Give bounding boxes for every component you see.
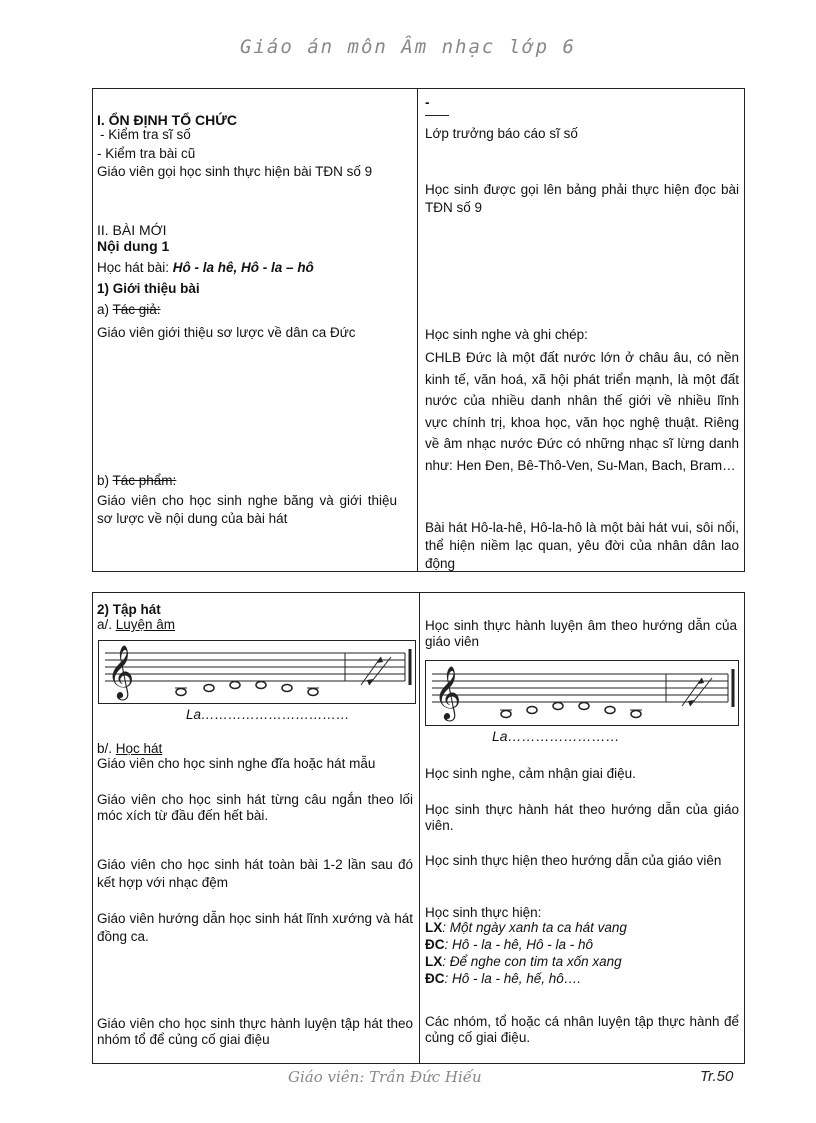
a-luyen-title: Luyện âm bbox=[115, 617, 176, 632]
a-luyen-am-line bbox=[97, 616, 175, 633]
r-bai-hat: Bài hát Hô-la-hê, Hô-la-hô là một bài hát vui, sôi nổi, thể hiện niềm lạc quan, yêu đời của nhân dân lao động bbox=[425, 520, 739, 571]
a-label: a) bbox=[97, 302, 113, 317]
item-kiem-tra-si-so: - Kiểm tra sĩ số bbox=[100, 127, 191, 142]
r-lop-truong: Lớp trưởng báo cáo sĩ số bbox=[425, 126, 578, 141]
r-thuc-hien: Học sinh thực hiện theo hướng dẫn của giáo viên bbox=[425, 853, 722, 868]
dc-label: ĐC bbox=[425, 937, 445, 952]
staff-svg bbox=[426, 661, 738, 725]
song-title: Hô - la hê, Hô - la – hô bbox=[172, 260, 314, 275]
r-luyen-am: Học sinh thực hành luyện âm theo hướng dẫn của giáo viên bbox=[425, 618, 737, 649]
dc-line-1 bbox=[425, 937, 593, 953]
r-cam-nhan: Học sinh nghe, cảm nhận giai điệu. bbox=[425, 766, 636, 781]
r-hoc-sinh-doc: Học sinh được gọi lên bảng phải thực hiện đọc bài TĐN số 9 bbox=[425, 182, 739, 215]
b-hoc-title: Học hát bbox=[115, 741, 163, 756]
lx-label: LX bbox=[425, 954, 443, 969]
r-thuc-hanh-hat: Học sinh thực hành hát theo hướng dẫn của giáo viên. bbox=[425, 802, 739, 833]
b-line bbox=[97, 472, 176, 489]
dc-line-2 bbox=[425, 971, 581, 987]
staff-svg bbox=[99, 641, 415, 703]
staff-caption-right: La…………………… bbox=[492, 728, 620, 744]
a-luyen-label: a/. bbox=[97, 617, 116, 632]
music-staff-left bbox=[98, 640, 416, 704]
a-line bbox=[97, 301, 161, 318]
r-nghe-ghi-chep: Học sinh nghe và ghi chép: bbox=[425, 327, 588, 342]
page-header: Giáo án môn Âm nhạc lớp 6 bbox=[240, 36, 576, 58]
l-hat-toan-bai: Giáo viên cho học sinh hát toàn bài 1-2 lần sau đó kết hợp với nhạc đệm bbox=[97, 857, 413, 890]
lx-line-1 bbox=[425, 920, 627, 936]
song-prefix: Học hát bài: bbox=[97, 260, 173, 275]
a-title: Tác giả: bbox=[112, 302, 161, 317]
song-line bbox=[97, 259, 314, 276]
treble-clef-icon: 𝄞 bbox=[434, 665, 462, 719]
intro-heading: 1) Giới thiệu bài bbox=[97, 281, 200, 296]
a-text: Giáo viên giới thiệu sơ lược về dân ca Đức bbox=[97, 325, 356, 340]
column-divider bbox=[417, 89, 418, 571]
dc-label: ĐC bbox=[425, 971, 445, 986]
lx-text: : Để nghe con tim ta xốn xang bbox=[442, 954, 622, 969]
b-label: b) bbox=[97, 473, 113, 488]
dc-text: : Hô - la - hê, Hô - la - hô bbox=[444, 937, 594, 952]
heading-on-dinh: I. ỔN ĐỊNH TỔ CHỨC bbox=[97, 112, 237, 128]
r-cac-nhom: Các nhóm, tổ hoặc cá nhân luyện tập thực hành để củng cố giai điệu. bbox=[425, 1014, 739, 1045]
dash-underline bbox=[425, 115, 449, 116]
dash: - bbox=[425, 95, 430, 110]
b-text: Giáo viên cho học sinh nghe băng và giới thiệu sơ lược về nội dung của bài hát bbox=[97, 493, 397, 526]
lx-label: LX bbox=[425, 920, 443, 935]
content-label: Nội dung 1 bbox=[97, 238, 170, 254]
item-goi-hoc-sinh: Giáo viên gọi học sinh thực hiện bài TĐN số 9 bbox=[97, 164, 373, 179]
l-luyen-tap-nhom: Giáo viên cho học sinh thực hành luyện tập hát theo nhóm tổ để củng cố giai điệu bbox=[97, 1016, 413, 1047]
l-hat-tung-cau: Giáo viên cho học sinh hát từng câu ngắn theo lối móc xích từ đầu đến hết bài. bbox=[97, 792, 413, 823]
l-linh-xuong: Giáo viên hướng dẫn học sinh hát lĩnh xướng và hát đồng ca. bbox=[97, 911, 413, 944]
footer-page-number: Tr.50 bbox=[700, 1068, 734, 1085]
music-staff-right bbox=[425, 660, 739, 726]
l-nghe-dia: Giáo viên cho học sinh nghe đĩa hoặc hát mẫu bbox=[97, 756, 376, 771]
lx-line-2 bbox=[425, 954, 622, 970]
footer-teacher: Giáo viên: Trần Đức Hiếu bbox=[288, 1068, 482, 1086]
staff-caption-left: La…………………………… bbox=[186, 707, 350, 722]
b-hoc-label: b/. bbox=[97, 741, 116, 756]
column-divider bbox=[419, 593, 420, 1063]
heading-bai-moi: II. BÀI MỚI bbox=[97, 222, 167, 238]
r-thuc-hien-label: Học sinh thực hiện: bbox=[425, 905, 542, 920]
tap-hat-heading: 2) Tập hát bbox=[97, 602, 161, 617]
b-hoc-hat-line bbox=[97, 740, 162, 757]
b-title: Tác phẩm: bbox=[112, 473, 177, 488]
r-chlb-duc: CHLB Đức là một đất nước lớn ở châu âu, có nền kinh tế, văn hoá, xã hội phát triển mạnh, là một đất nước của nhiều danh nhân thế giới về nhiều lĩnh vực chính trị, khoa học, văn học nghệ thuật. Riêng về âm nhạc nước Đức có những nhạc sĩ lừng danh như: Hen Đen, Bê-Thô-Ven, Su-Man, Bach, Bram… bbox=[425, 350, 739, 473]
treble-clef-icon: 𝄞 bbox=[107, 644, 135, 698]
item-kiem-tra-bai-cu: - Kiểm tra bài cũ bbox=[97, 146, 196, 161]
lx-text: : Một ngày xanh ta ca hát vang bbox=[442, 920, 627, 935]
dc-text: : Hô - la - hê, hế, hô…. bbox=[444, 971, 582, 986]
